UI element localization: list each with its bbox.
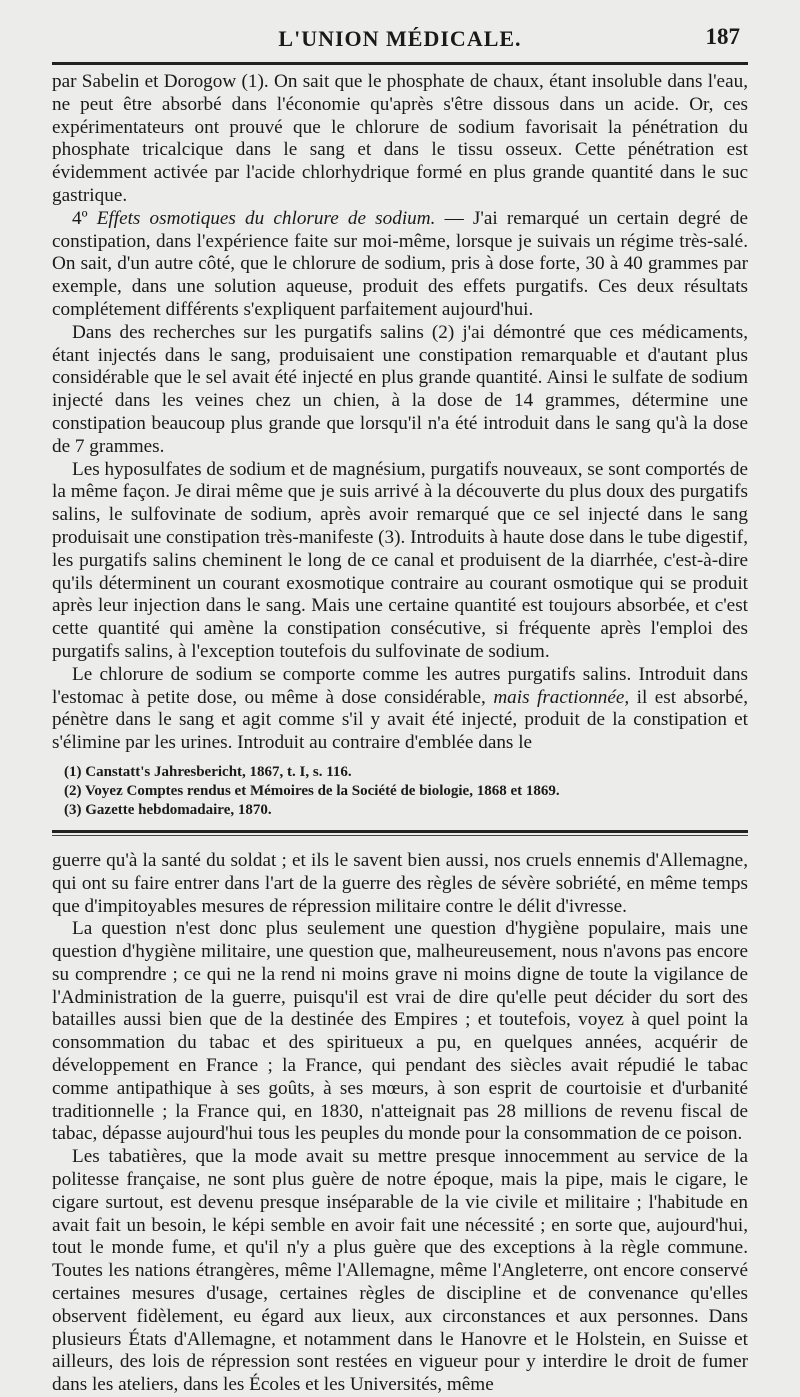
header-rule	[52, 62, 748, 65]
footnote: (1) Canstatt's Jahresbericht, 1867, t. I, s. 116.	[64, 763, 352, 780]
running-title: L'UNION MÉDICALE.	[278, 26, 522, 51]
paragraph: Les hyposulfates de sodium et de magnésium, purgatifs nouveaux, se sont comportés de la même façon. Je dirai même que je suis arrivé à la découverte du plus doux des purgatifs salins, le sulfovinate de sodium, après avoir remarqué que ce sel injecté dans le sang produisait une constipation très-manifeste (3). Introduits à haute dose dans le tube digestif, les purgatifs salins cheminent le long de ce canal et produisent de la diarrhée, c'est-à-dire qu'ils déterminent un courant exosmotique contraire au courant osmotique qui se produit après leur injection dans le sang. Mais une certaine quantité est toujours absorbée, et c'est cette quantité qui amène la constipation consécutive, si fréquente après l'emploi des purgatifs salins, à l'exception toutefois du sulfovinate de sodium.	[52, 458, 748, 662]
paragraph: Dans des recherches sur les purgatifs salins (2) j'ai démontré que ces médicaments, étant injectés dans le sang, produisaient une constipation remarquable et d'autant plus considérable que le sel avait été injecté en plus grande quantité. Ainsi le sulfate de sodium injecté dans les veines chez un chien, à la dose de 14 grammes, détermine une constipation beaucoup plus grande que lorsqu'il n'a été introduit dans le sang qu'à la dose de 7 grammes.	[52, 321, 748, 457]
section-heading: Effets osmotiques du chlorure de sodium.	[96, 207, 436, 229]
paragraph: par Sabelin et Dorogow (1). On sait que le phosphate de chaux, étant insoluble dans l'eau, ne peut être absorbé dans l'économie qu'après s'être dissous dans un acide. Or, ces expérimentateurs ont prouvé que le chlorure de sodium favorisait la pénétration du phosphate tricalcique dans le sang et dans le tissu osseux. Cette pénétration est évidemment activée par l'acide chlorhydrique formé en plus grande quantité dans le suc gastrique.	[52, 71, 748, 206]
section-divider	[52, 830, 748, 836]
paragraph	[52, 664, 748, 755]
paragraph: Les tabatières, que la mode avait su mettre presque innocemment au service de la politesse française, ne sont plus guère de notre époque, mais la pipe, mais le cigare, le cigare surtout, est devenu presque inséparable de la vie civile et militaire ; l'habitude en avait fait un besoin, le képi semble en avoir fait une nécessité ; en sorte que, aujourd'hui, tout le monde fume, et qu'il n'y a plus guère que des exceptions à la règle commune. Toutes les nations étrangères, même l'Allemagne, même l'Angleterre, ont encore conservé certaines mesures d'usage, certaines règles de discipline et de convenance qu'elles observent fidèlement, eu égard aux lieux, aux circonstances et aux personnes. Dans plusieurs États d'Allemagne, et notamment dans le Hanovre et le Holstein, en Suisse et ailleurs, des lois de répression sont restées en vigueur pour y interdire le droit de fumer dans les ateliers, dans les Écoles et les Universités, même	[52, 1146, 748, 1396]
emphasis: mais fractionnée,	[493, 686, 630, 708]
section-number: 4º	[72, 207, 97, 229]
footnotes	[52, 763, 748, 820]
page-number: 187	[705, 24, 740, 49]
paragraph: La question n'est donc plus seulement une question d'hygiène populaire, mais une question d'hygiène militaire, une question que, malheureusement, nous n'avons pas encore su comprendre ; ce qui ne la rend ni moins grave ni moins digne de toute la vigilance de l'Administration de la guerre, puisqu'il est vrai de dire qu'elle peut décider du sort des batailles aussi bien que de la destinée des Empires ; et toutefois, voyez à quel point la consommation du tabac et des spiritueux a pu, en quelques années, acquérir de développement en France ; la France, qui pendant des siècles avait répudié le tabac comme antipathique à ses goûts, à ses mœurs, à son esprit de courtoisie et d'urbanité traditionnelle ; la France qui, en 1830, n'atteignait pas 28 millions de revenu fiscal de tabac, dépasse aujourd'hui tous les peuples du monde pour la consommation de ce poison.	[52, 918, 748, 1145]
page-header	[52, 18, 748, 62]
paragraph	[52, 208, 748, 322]
lower-article	[52, 850, 748, 1397]
paragraph: guerre qu'à la santé du soldat ; et ils le savent bien aussi, nos cruels ennemis d'Allemagne, qui ont su faire entrer dans l'art de la guerre des règles de sévère sobriété, en même temps que d'impitoyables mesures de répression militaire contre le délit d'ivresse.	[52, 849, 748, 917]
paragraph-text: — J'ai remarqué un certain degré de constipation, dans l'expérience faite sur moi-même, lorsque je suivais un régime très-salé. On sait, d'un autre côté, que le chlorure de sodium, pris à dose forte, 30 à 40 grammes par exemple, dans une solution aqueuse, produit des effets purgatifs. Ces deux résultats complétement différents s'expliquent parfaitement aujourd'hui.	[52, 207, 748, 320]
footnote: (3) Gazette hebdomadaire, 1870.	[64, 801, 272, 818]
paragraph-text: Le chlorure de sodium se comporte comme les autres purgatifs salins. Introduit dans l'estomac à petite dose, ou même à dose considérable,	[52, 663, 748, 708]
footnote: (2) Voyez Comptes rendus et Mémoires de la Société de biologie, 1868 et 1869.	[64, 782, 560, 799]
paragraph-text: il est absorbé, pénètre dans le sang et agit comme s'il y avait été injecté, produit de la constipation et s'élimine par les urines. Introduit au contraire d'emblée dans le	[52, 686, 748, 754]
upper-article	[52, 71, 748, 755]
